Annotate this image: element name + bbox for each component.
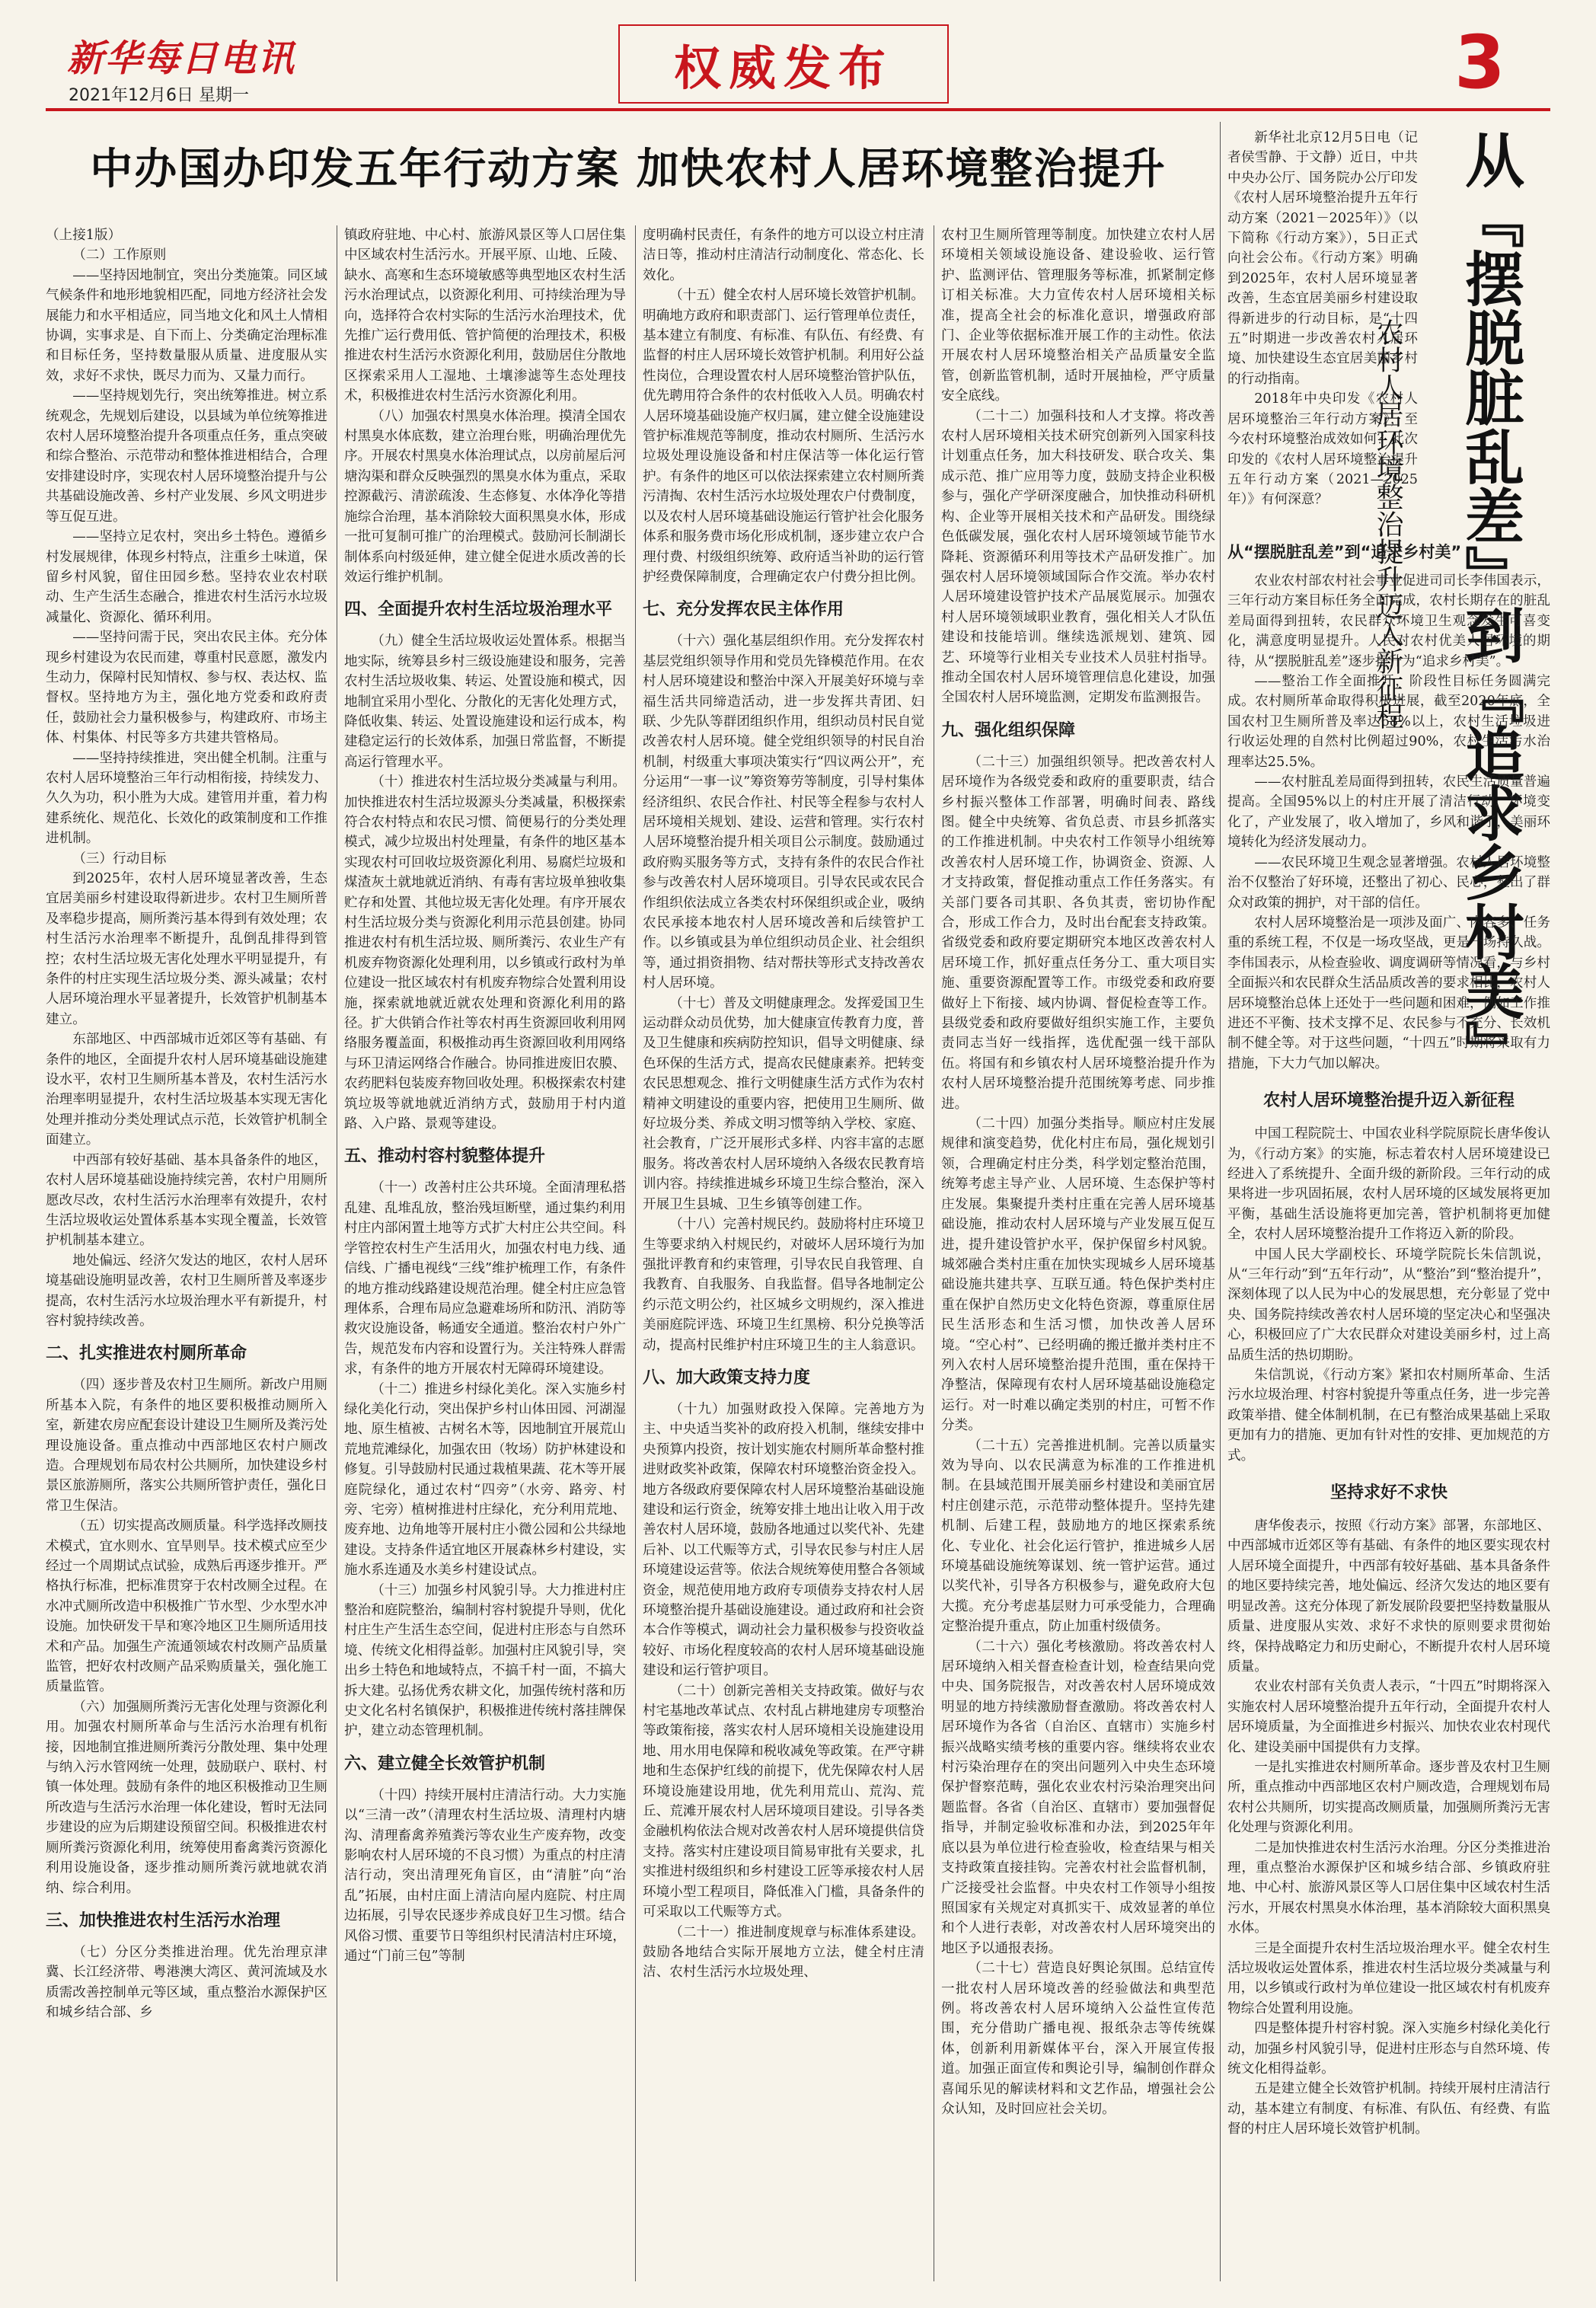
- paragraph: （二十二）加强科技和人才支撑。将改善农村人居环境相关技术研究创新列入国家科技计划重点任务，加大科技研发、联合攻关、集成示范、推广应用等力度，鼓励支持企业积极参与，强化产学研深度融合，加快推动科研机构、企业等开展相关技术和产品研发。围绕绿色低碳发展，强化农村人居环境领域节能节水降耗、资源循环利用等技术产品研发推广。加强农村人居环境领域国际合作交流。举办农村人居环境建设管护技术产品展览展示。加强农村人居环境领域职业教育，强化相关人才队伍建设和技能培训。继续选派规划、建筑、园艺、环境等行业相关专业技术人员驻村指导。推动全国农村人居环境管理信息化建设，加强全国农村人居环境监测，定期发布监测报告。: [941, 408, 1215, 706]
- paragraph: 五是建立健全长效管护机制。持续开展村庄清洁行动，基本建立有制度、有标准、有队伍、有经费、有监督的村庄人居环境长效管护机制。: [1227, 2081, 1550, 2137]
- paragraph: 中国人民大学副校长、环境学院院长朱信凯说，从“三年行动”到“五年行动”，从“整治”到“整治提升”，深刻体现了以人民为中心的发展思想，充分彰显了党中央、国务院持续改善农村人居环境的坚定决心和坚强决心，积极回应了广大农民群众对建设美丽乡村，过上高品质生活的热切期盼。: [1227, 1247, 1550, 1363]
- column-divider: [1220, 122, 1221, 2281]
- paragraph: （六）加强厕所粪污无害化处理与资源化利用。加强农村厕所革命与生活污水治理有机衔接，因地制宜推进厕所粪污分散处理、集中处理与纳入污水管网统一处理，鼓励联户、联村、村镇一体处理。鼓励有条件的地区积极推动卫生厕所改造与生活污水治理一体化建设，暂时无法同步建设的应为后期建设预留空间。积极推进农村厕所粪污资源化利用，统筹使用畜禽粪污资源化利用设施设备，逐步推动厕所粪污就地就农消纳、综合利用。: [46, 1699, 327, 1896]
- paragraph: （二十七）营造良好舆论氛围。总结宣传一批农村人居环境改善的经验做法和典型范例。将改善农村人居环境纳入公益性宣传范围，充分借助广播电视、报纸杂志等传统媒体，创新利用新媒体平台，深入开展宣传报道。加强正面宣传和舆论引导，编制创作群众喜闻乐见的解读材料和文艺作品，增强社会公众认知，及时回应社会关切。: [941, 1961, 1215, 2117]
- paragraph: （二十五）完善推进机制。完善以质量实效为导向、以农民满意为标准的工作推进机制。在县域范围开展美丽乡村建设和美丽宜居村庄创建示范，示范带动整体提升。坚持先建机制、后建工程，鼓励地方的地区探索系统化、专业化、社会化运行管护，推进城乡人居环境基础设施统筹谋划、统一管护运营。通过以奖代补，引导各方积极参与，避免政府大包大揽。充分考虑基层财力可承受能力，合理确定整治提升重点，防止加重村级债务。: [941, 1438, 1215, 1635]
- paragraph: （二十三）加强组织领导。把改善农村人居环境作为各级党委和政府的重要职责，结合乡村振兴整体工作部署，明确时间表、路线图。健全中央统筹、省负总责、市县乡抓落实的工作推进机制。中央农村工作领导小组统筹改善农村人居环境工作，协调资金、资源、人才支持政策，督促推动重点工作任务落实。有关部门要各司其职、各负其责，密切协作配合，形成工作合力，及时出台配套支持政策。省级党委和政府要定期研究本地区改善农村人居环境工作，抓好重点任务分工、重大项目实施、重要资源配置等工作。市级党委和政府要做好上下衔接、域内协调、督促检查等工作。县级党委和政府要做好组织实施工作，主要负责同志当好一线指挥，选优配强一线干部队伍。将国有和乡镇农村人居环境整治提升作为农村人居环境整治提升范围统筹考虑、同步推进。: [941, 754, 1215, 1112]
- paragraph: （十八）完善村规民约。鼓励将村庄环境卫生等要求纳入村规民约，对破坏人居环境行为加强批评教育和约束管理，引导农民自我管理、自我教育、自我服务、自我监督。倡导各地制定公约示范文明公约，社区城乡文明规约，深入推进美丽庭院评选、环境卫生红黑榜、积分兑换等活动，提高村民维护村庄环境卫生的主人翁意识。: [643, 1217, 924, 1353]
- paragraph: （二十一）推进制度规章与标准体系建设。鼓励各地结合实际开展地方立法，健全村庄清洁、农村生活污水垃圾处理、: [643, 1924, 924, 1981]
- article-column-1: [46, 225, 327, 2023]
- paragraph: （十四）持续开展村庄清洁行动。大力实施以“三清一改”（清理农村生活垃圾、清理村内塘沟、清理畜禽养殖粪污等农业生产废弃物，改变影响农村人居环境的不良习惯）为重点的村庄清洁行动，突出清理死角盲区，由“清脏”向“治乱”拓展，由村庄面上清洁向屋内庭院、村庄周边拓展，引导农民逐步养成良好卫生习惯。结合风俗习惯、重要节日等组织村民清洁村庄环境，通过“门前三包”等制: [344, 1787, 626, 1965]
- paragraph: 地处偏远、经济欠发达的地区，农村人居环境基础设施明显改善，农村卫生厕所普及率逐步提高，农村生活污水垃圾治理水平有新提升，村容村貌持续改善。: [46, 1253, 327, 1329]
- paragraph: 二是加快推进农村生活污水治理。分区分类推进治理，重点整治水源保护区和城乡结合部、乡镇政府驻地、中心村、旅游风景区等人口居住集中区域农村生活污水，开展农村黑臭水体治理，基本消除较大面积黑臭水体。: [1227, 1840, 1550, 1936]
- masthead: [0, 0, 1596, 114]
- paragraph: ——坚持立足农村，突出乡土特色。遵循乡村发展规律，体现乡村特点，注重乡土味道，保留乡村风貌，留住田园乡愁。坚持农业农村联动、生产生活生态融合，推进农村生活污水垃圾减量化、资源化、循环利用。: [46, 529, 327, 625]
- paragraph: 三是全面提升农村生活垃圾治理水平。健全农村生活垃圾收运处置体系，推进农村生活垃圾分类减量与利用，以乡镇或行政村为单位建设一批区域农村有机废弃物综合处置利用设施。: [1227, 1940, 1550, 2016]
- section-title: 权威发布: [673, 40, 893, 96]
- paragraph: 度明确村民责任，有条件的地方可以设立村庄清洁日等，推动村庄清洁行动制度化、常态化、长效化。: [643, 228, 924, 283]
- feature-intro-heading: 从“摆脱脏乱差”到“追求乡村美”: [1227, 543, 1462, 561]
- feature-paragraphs: [1227, 571, 1550, 2140]
- paragraph: （上接1版）: [46, 228, 122, 243]
- paragraph: （十九）加强财政投入保障。完善地方为主、中央适当奖补的政府投入机制，继续安排中央预算内投资，按计划实施农村厕所革命整村推进财政奖补政策，保障农村环境整治资金投入。地方各级政府要保障农村人居环境整治基础设施建设和运行资金，统筹安排土地出让收入用于改善农村人居环境，鼓励各地通过以奖代补、先建后补、以工代赈等方式，引导农民参与村庄人居环境建设运营等。依法合规统筹使用整合各领域资金，规范使用地方政府专项债券支持农村人居环境整治提升基础设施建设。通过政府和社会资本合作等模式，调动社会力量积极参与投资收益较好、市场化程度较高的农村人居环境基础设施建设和运行管护项目。: [643, 1401, 924, 1679]
- section-heading: 八、加大政策支持力度: [643, 1368, 811, 1387]
- paragraph: 新华社北京12月5日电（记者侯雪静、于文静）近日，中共中央办公厅、国务院办公厅印发《农村人居环境整治提升五年行动方案（2021－2025年）》（以下简称《行动方案》），5日正式向社会公布。《行动方案》明确到2025年，农村人居环境显著改善，生态宜居美丽乡村建设取得新进步的行动目标，是“十四五”时期进一步改善农村人居环境、加快建设生态宜居美丽乡村的行动指南。: [1227, 130, 1418, 387]
- paragraph: （八）加强农村黑臭水体治理。摸清全国农村黑臭水体底数，建立治理台账，明确治理优先序。开展农村黑臭水体治理试点，以房前屋后河塘沟渠和群众反映强烈的黑臭水体为重点，采取控源截污、清淤疏浚、生态修复、水体净化等措施综合治理，基本消除较大面积黑臭水体，形成一批可复制可推广的治理模式。鼓励河长制湖长制体系向村级延伸，建立健全促进水质改善的长效运行维护机制。: [344, 408, 626, 585]
- publication-date: 2021年12月6日 星期一: [69, 86, 249, 105]
- section-heading: 坚持求好不求快: [1329, 1483, 1448, 1503]
- paragraph: ——坚持问需于民，突出农民主体。充分体现乡村建设为农民而建，尊重村民意愿，激发内生动力，保障村民知情权、参与权、表达权、监督权。坚持地方为主，强化地方党委和政府责任，鼓励社会力量积极参与，构建政府、市场主体、村集体、村民等多方共建共管格局。: [46, 630, 327, 746]
- feature-title: 从『摆脱脏乱差』到『追求乡村美』: [1455, 129, 1524, 1080]
- paragraph: （五）切实提高改厕质量。科学选择改厕技术模式，宜水则水、宜旱则旱。技术模式应至少经过一个周期试点试验，成熟后再逐步推开。严格执行标准，把标准贯穿于农村改厕全过程。在水冲式厕所改造中积极推广节水型、少水型水冲设施。加快研发干旱和寒冷地区卫生厕所适用技术和产品。加强生产流通领域农村改厕产品质量监管，把好农村改厕产品采购质量关，强化施工质量监管。: [46, 1518, 327, 1695]
- section-heading: 七、充分发挥农民主体作用: [643, 600, 844, 620]
- paragraph: 镇政府驻地、中心村、旅游风景区等人口居住集中区域农村生活污水。开展平原、山地、丘陵、缺水、高寒和生态环境敏感等典型地区农村生活污水治理试点，以资源化利用、可持续治理为导向，选择符合农村实际的生活污水治理技术，优先推广运行费用低、管护简便的治理技术，积极推进农村生活污水资源化利用，鼓励居住分散地区探索采用人工湿地、土壤渗滤等生态处理技术，积极推进农村生活污水资源化利用。: [344, 228, 626, 404]
- column-divider: [635, 225, 636, 2281]
- paragraph: ——坚持持续推进，突出健全机制。注重与农村人居环境整治三年行动相衔接，持续发力、久久为功，积小胜为大成。建管用并重，着力构建系统化、规范化、长效化的政策制度和工作推进机制。: [46, 750, 327, 847]
- paragraph: 农村卫生厕所管理等制度。加快建立农村人居环境相关领域设施设备、建设验收、运行管护、监测评估、管理服务等标准，抓紧制定修订相关标准。大力宣传农村人居环境相关标准，提高全社会的标准化意识，增强政府部门、企业等依据标准开展工作的主动性。依法开展农村人居环境整治相关产品质量安全监管，创新监管机制，适时开展抽检，严守质量安全底线。: [941, 228, 1215, 404]
- paragraph: ——农村脏乱差局面得到扭转，农民生活质量普遍提高。全国95%以上的村庄开展了清洁行动，环境变化了，产业发展了，收入增加了，乡风和谐了，美丽环境转化为经济发展动力。: [1227, 774, 1550, 851]
- paragraph: 2018年中央印发《农村人居环境整治三年行动方案》，至今农村环境整治成效如何？此次印发的《农村人居环境整治提升五年行动方案（2021—2025年）》有何深意？: [1227, 391, 1418, 508]
- paragraph: ——农民环境卫生观念显著增强。农村人居环境整治不仅整治了好环境，还整出了初心、民心，整出了群众对政策的拥护，对干部的信任。: [1227, 854, 1550, 911]
- paragraph: 朱信凯说，《行动方案》紧扣农村厕所革命、生活污水垃圾治理、村容村貌提升等重点任务，进一步完善政策举措、健全体制机制，在已有整治成果基础上采取更加有力的措施、更加有针对性的安排、更加规范的方式。: [1227, 1368, 1550, 1464]
- paragraph: （七）分区分类推进治理。优先治理京津冀、长江经济带、粤港澳大湾区、黄河流域及水质需改善控制单元等区域，重点整治水源保护区和城乡结合部、乡: [46, 1944, 327, 2021]
- paragraph: （十）推进农村生活垃圾分类减量与利用。加快推进农村生活垃圾源头分类减量，积极探索符合农村特点和农民习惯、简便易行的分类处理模式，减少垃圾出村处理量，有条件的地区基本实现农村可回收垃圾资源化利用、易腐烂垃圾和煤渣灰土就地就近消纳、有毒有害垃圾单独收集贮存和处置、其他垃圾无害化处理。有序开展农村生活垃圾分类与资源化利用示范县创建。协同推进农村有机生活垃圾、厕所粪污、农业生产有机废弃物资源化处理利用，以乡镇或行政村为单位建设一批区域农村有机废弃物综合处置利用设施，探索就地就近就农处理和资源化利用的路径。扩大供销合作社等农村再生资源回收利用网络服务覆盖面，积极推动再生资源回收利用网络与环卫清运网络合作融合。协同推进废旧农膜、农药肥料包装废弃物回收处理。积极探索农村建筑垃圾等就地就近消纳方式，鼓励用于村内道路、入户路、景观等建设。: [344, 774, 626, 1132]
- paragraph: （二十）创新完善相关支持政策。做好与农村宅基地改革试点、农村乱占耕地建房专项整治等政策衔接，落实农村人居环境相关设施建设用地、用水用电保障和税收减免等政策。在严守耕地和生态保护红线的前提下，优先保障农村人居环境设施建设用地，优先利用荒山、荒沟、荒丘、荒滩开展农村人居环境项目建设。引导各类金融机构依法合规对改善农村人居环境提供信贷支持。落实村庄建设项目简易审批有关要求，扎实推进村级组织和乡村建设工匠等承接农村人居环境小型工程项目，降低准入门槛，具备条件的可采取以工代赈等方式。: [643, 1683, 924, 1920]
- paragraph: 到2025年，农村人居环境显著改善，生态宜居美丽乡村建设取得新进步。农村卫生厕所普及率稳步提高，厕所粪污基本得到有效处理；农村生活污水治理率不断提升，乱倒乱排得到管控；农村生活垃圾无害化处理水平明显提升，有条件的村庄实现生活垃圾分类、源头减量；农村人居环境治理水平显著提升，长效管护机制基本建立。: [46, 871, 327, 1027]
- section-heading: 九、强化组织保障: [941, 720, 1076, 740]
- section-heading: 六、建立健全长效管护机制: [344, 1754, 546, 1773]
- paragraph: （二十六）强化考核激励。将改善农村人居环境纳入相关督查检查计划，检查结果向党中央、国务院报告，对改善农村人居环境成效明显的地方持续激励督查激励。将改善农村人居环境作为各省（自治区、直辖市）实施乡村振兴战略实绩考核的重要内容。继续将农业农村污染治理存在的突出问题列入中央生态环境保护督察范畴，强化农业农村污染治理突出问题监督。各省（自治区、直辖市）要加强督促指导，并制定验收标准和办法，到2025年年底以县为单位进行检查验收，检查结果与相关支持政策直接挂钩。完善农村社会监督机制，广泛接受社会监督。中央农村工作领导小组按照国家有关规定对真抓实干、成效显著的单位和个人进行表彰，对改善农村人居环境突出的地区予以通报表扬。: [941, 1639, 1215, 1956]
- paragraph: （二）工作原则: [72, 247, 167, 263]
- paragraph: 中西部有较好基础、基本具备条件的地区，农村人居环境基础设施持续完善，农村户用厕所愿改尽改，农村生活污水治理率有效提升，农村生活垃圾收运处置体系基本实现全覆盖，长效管护机制基本建立。: [46, 1152, 327, 1249]
- paragraph: 唐华俊表示，按照《行动方案》部署，东部地区、中西部城市近郊区等有基础、有条件的地区要实现农村人居环境全面提升，中西部有较好基础、基本具备条件的地区要持续完善，地处偏远、经济欠发达的地区要有明显改善。这充分体现了新发展阶段要把坚持数量服从质量、进度服从实效、求好不求快的原则要求贯彻始终，保持战略定力和历史耐心，不断提升农村人居环境质量。: [1227, 1518, 1550, 1674]
- article-column-2: [344, 225, 626, 1967]
- paragraph: 农村人居环境整治是一项涉及面广、内容多、任务重的系统工程，不仅是一场攻坚战，更是一场持久战。李伟国表示，从检查验收、调度调研等情况看，与乡村全面振兴和农民群众生活品质改善的要求相比，农村人居环境整治总体上还处于一些问题和困难，例如工作推进还不平衡、技术支撑不足、农民参与不充分、长效机制不健全等。对于这些问题，“十四五”时期将采取有力措施，下大力气加以解决。: [1227, 915, 1550, 1071]
- paragraph: ——坚持因地制宜，突出分类施策。同区域气候条件和地形地貌相匹配，同地方经济社会发展能力和水平相适应，同当地文化和风土人情相协调，实事求是、自下而上、分类确定治理标准和目标任务，坚持数量服从质量、进度服从实效，求好不求快，既尽力而为、又量力而行。: [46, 267, 327, 384]
- paragraph: （十六）强化基层组织作用。充分发挥农村基层党组织领导作用和党员先锋模范作用。在农村人居环境建设和整治中深入开展美好环境与幸福生活共同缔造活动，进一步发挥共青团、妇联、少先队等群团组织作用，组织动员村民自觉改善农村人居环境。健全党组织领导的村民自治机制，村级重大事项决策实行“四议两公开”，充分运用“一事一议”筹资筹劳等制度，引导村集体经济组织、农民合作社、村民等全程参与农村人居环境相关规划、建设、运营和管理。实行农村人居环境整治提升相关项目公示制度。鼓励通过政府购买服务等方式，支持有条件的农民合作社参与改善农村人居环境项目。引导农民或农民合作组织依法成立各类农村环保组织或企业，吸纳农民承接本地农村人居环境改善和后续管护工作。以乡镇或县为单位组织动员企业、社会组织等，通过捐资捐物、结对帮扶等形式支持改善农村人居环境。: [643, 634, 924, 991]
- article-column-4: [941, 225, 1215, 2119]
- main-headline: 中办国办印发五年行动方案 加快农村人居环境整治提升: [90, 144, 1167, 194]
- paragraph: （十二）推进乡村绿化美化。深入实施乡村绿化美化行动，突出保护乡村山体田园、河湖湿地、原生植被、古树名木等，因地制宜开展荒山荒地荒滩绿化，加强农田（牧场）防护林建设和修复。引导鼓励村民通过栽植果蔬、花木等开展庭院绿化，通过农村“四旁”（水旁、路旁、村旁、宅旁）植树推进村庄绿化，充分利用荒地、废弃地、边角地等开展村庄小微公园和公共绿地建设。支持条件适宜地区开展森林乡村建设，实施水系连通及水美乡村建设试点。: [344, 1381, 626, 1579]
- paragraph: （十一）改善村庄公共环境。全面清理私搭乱建、乱堆乱放，整治残垣断壁，通过集约利用村庄内部闲置土地等方式扩大村庄公共空间。科学管控农村生产生活用火，加强农村电力线、通信线、广播电视线“三线”维护梳理工作，有条件的地方推动线路建设规范治理。健全村庄应急管理体系，合理布局应急避难场所和防汛、消防等救灾设施设备，畅通安全通道。整治农村户外广告，规范发布内容和设置行为。关注特殊人群需求，有条件的地方开展农村无障碍环境建设。: [344, 1180, 626, 1377]
- paragraph: 农业农村部农村社会事业促进司司长李伟国表示，三年行动方案目标任务全面完成，农村长期存在的脏乱差局面得到扭转，农民群众环境卫生观念发生可喜变化，满意度明显提升。人民对农村优美人居环境的期待，从“摆脱脏乱差”逐步提升为“追求乡村美”。: [1227, 573, 1550, 669]
- paragraph: ——坚持规划先行，突出统筹推进。树立系统观念，先规划后建设，以县域为单位统筹推进农村人居环境整治提升各项重点任务，重点突破和综合整治、示范带动和整体推进相结合，合理安排建设时序，实现农村人居环境整治提升与公共基础设施改善、乡村产业发展、乡风文明进步等互促互进。: [46, 388, 327, 525]
- paragraph: （九）健全生活垃圾收运处置体系。根据当地实际，统筹县乡村三级设施建设和服务，完善农村生活垃圾收集、转运、处置设施和模式，因地制宜采用小型化、分散化的无害化处理方式，降低收集、转运、处置设施建设和运行成本，构建稳定运行的长效体系，加强日常监督，不断提高运行管理水平。: [344, 634, 626, 770]
- masthead-rule: [46, 108, 1550, 111]
- paragraph: （十七）普及文明健康理念。发挥爱国卫生运动群众动员优势，加大健康宣传教育力度，普及卫生健康和疾病防控知识，倡导文明健康、绿色环保的生活方式，提高农民健康素养。把转变农民思想观念、推行文明健康生活方式作为农村精神文明建设的重要内容，把使用卫生厕所、做好垃圾分类、养成文明习惯等纳入学校、家庭、社会教育，广泛开展形式多样、内容丰富的志愿服务。将改善农村人居环境纳入各级农民教育培训内容。持续推进城乡环境卫生综合整治，深入开展卫生县城、卫生乡镇等创建工作。: [643, 995, 924, 1212]
- feature-subtitle: 农村人居环境整治提升迈入新征程: [1372, 318, 1403, 729]
- paragraph: （十五）健全农村人居环境长效管护机制。明确地方政府和职责部门、运行管理单位责任，基本建立有制度、有标准、有队伍、有经费、有监督的村庄人居环境长效管护机制。利用好公益性岗位，合理设置农村人居环境整治管护队伍，优先聘用符合条件的农村低收入人员。明确农村人居环境基础设施产权归属，建立健全设施建设管护标准规范等制度，推动农村厕所、生活污水垃圾处理设施设备和村庄保洁等一体化运行管护。有条件的地区可以依法探索建立农村厕所粪污清掏、农村生活污水垃圾处理农户付费制度，以及农村人居环境基础设施运行管护社会化服务体系和服务费市场化形成机制，逐步建立农户合理付费、村级组织统筹、政府适当补助的运行管护经费保障制度，合理确定农户付费分担比例。: [643, 288, 924, 585]
- article-column-3: [643, 225, 924, 1983]
- page-number: 3: [1454, 20, 1505, 105]
- section-heading: 四、全面提升农村生活垃圾治理水平: [344, 600, 613, 620]
- paragraph: 东部地区、中西部城市近郊区等有基础、有条件的地区，全面提升农村人居环境基础设施建设水平，农村卫生厕所基本普及，农村生活污水治理率明显提升，农村生活垃圾基本实现无害化处理并推动分类处理试点示范，长效管护机制全面建立。: [46, 1032, 327, 1148]
- section-box: [618, 24, 949, 104]
- paragraph: （十三）加强乡村风貌引导。大力推进村庄整治和庭院整治，编制村容村貌提升导则，优化村庄生产生活生态空间，促进村庄形态与自然环境、传统文化相得益彰。加强村庄风貌引导，突出乡土特色和地域特点，不搞千村一面，不搞大拆大建。弘扬优秀农耕文化，加强传统村落和历史文化名村名镇保护，积极推进传统村落挂牌保护，建立动态管理机制。: [344, 1582, 626, 1739]
- section-heading: 农村人居环境整治提升迈入新征程: [1262, 1091, 1515, 1111]
- feature-body: [1227, 527, 1550, 2140]
- paragraph: （三）行动目标: [72, 851, 167, 867]
- section-heading: 三、加快推进农村生活污水治理: [46, 1911, 281, 1930]
- paragraph: （二十四）加强分类指导。顺应村庄发展规律和演变趋势，优化村庄布局，强化规划引领，合理确定村庄分类，科学划定整治范围，统筹考虑主导产业、人居环境、生态保护等村庄发展。集聚提升类村庄重在完善人居环境基础设施，推动农村人居环境与产业发展互促互进，提升建设管护水平，保护保留乡村风貌。城郊融合类村庄重在加快实现城乡人居环境基础设施共建共享、互联互通。特色保护类村庄重在保护自然历史文化特色资源，尊重原住居民生活形态和生活习惯，加快改善人居环境。“空心村”、已经明确的搬迁撤并类村庄不列入农村人居环境整治提升范围，重在保持干净整洁，保障现有农村人居环境基础设施稳定运行。对一时难以确定类别的村庄，可暂不作分类。: [941, 1116, 1215, 1434]
- newspaper-brand: 新华每日电讯: [67, 37, 296, 80]
- paragraph: 一是扎实推进农村厕所革命。逐步普及农村卫生厕所，重点推动中西部地区农村户厕改造，合理规划布局农村公共厕所，切实提高改厕质量，加强厕所粪污无害化处理与资源化利用。: [1227, 1759, 1550, 1836]
- paragraph: 农业农村部有关负责人表示，“十四五”时期将深入实施农村人居环境整治提升五年行动，全面提升农村人居环境质量，为全面推进乡村振兴、加快农业农村现代化、建设美丽中国提供有力支撑。: [1227, 1679, 1550, 1755]
- paragraph: （四）逐步普及农村卫生厕所。新改户用厕所基本入院，有条件的地区要积极推动厕所入室，新建农房应配套设计建设卫生厕所及粪污处理设施设备。重点推动中西部地区农村户厕改造。合理规划布局农村公共厕所，加快建设乡村景区旅游厕所，落实公共厕所管护责任，强化日常卫生保洁。: [46, 1377, 327, 1514]
- section-heading: 五、推动村容村貌整体提升: [344, 1147, 546, 1167]
- section-heading: 二、扎实推进农村厕所革命: [46, 1344, 247, 1364]
- paragraph: 中国工程院院士、中国农业科学院原院长唐华俊认为，《行动方案》的实施，标志着农村人居环境建设已经进入了系统提升、全面升级的新阶段。三年行动的成果将进一步巩固拓展，农村人居环境的区域发展将更加平衡，基础生活设施将更加完善，管护机制将更加健全，农村人居环境整治提升工作将迈入新的阶段。: [1227, 1126, 1550, 1243]
- paragraph: ——整治工作全面推开，阶段性目标任务圆满完成。农村厕所革命取得积极进展，截至2020年底，全国农村卫生厕所普及率达68%以上，农村生活垃圾进行收运处理的自然村比例超过90%，农村生活污水治理率达25.5%。: [1227, 674, 1550, 770]
- paragraph: 四是整体提升村容村貌。深入实施乡村绿化美化行动，加强乡村风貌引导，促进村庄形态与自然环境、传统文化相得益彰。: [1227, 2021, 1550, 2077]
